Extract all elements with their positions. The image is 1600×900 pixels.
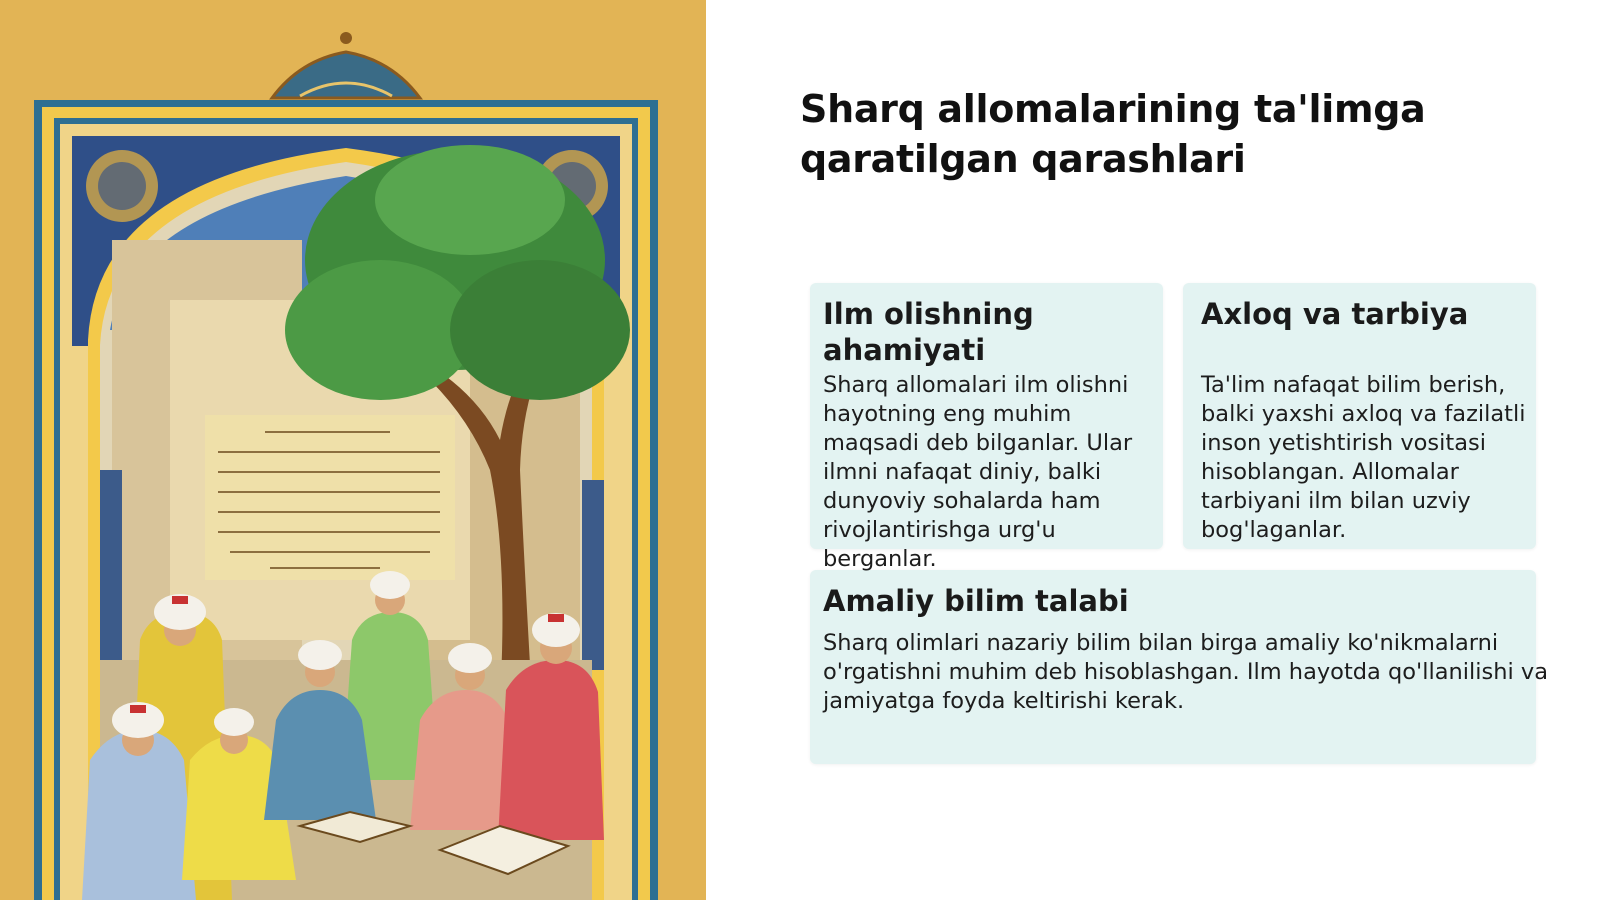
scholars-miniature-illustration bbox=[0, 0, 706, 900]
card-heading: Amaliy bilim talabi bbox=[823, 584, 1129, 618]
slide-title: Sharq allomalarining ta'limga qaratilgan qarashlari bbox=[800, 87, 1426, 181]
card-heading: Axloq va tarbiya bbox=[1201, 297, 1469, 331]
card-text: Sharq allomalari ilm olishni hayotning eng muhim maqsadi deb bilganlar. Ular ilmni nafaqat diniy, balki dunyoviy sohalarda ham rivojlantirishga urg'u berganlar. bbox=[823, 372, 1133, 572]
card-text: Sharq olimlari nazariy bilim bilan birga amaliy ko'nikmalarni o'rgatishni muhim deb hisoblashgan. Ilm hayotda qo'llanilishi va jamiyatga foyda keltirishi kerak. bbox=[823, 630, 1549, 714]
card-text: Ta'lim nafaqat bilim berish, balki yaxshi axloq va fazilatli inson yetishtirish vositasi hisoblangan. Allomalar tarbiyani ilm bilan uzviy bog'laganlar. bbox=[1201, 372, 1526, 543]
card-heading: Ilm olishning ahamiyati bbox=[823, 297, 1034, 367]
